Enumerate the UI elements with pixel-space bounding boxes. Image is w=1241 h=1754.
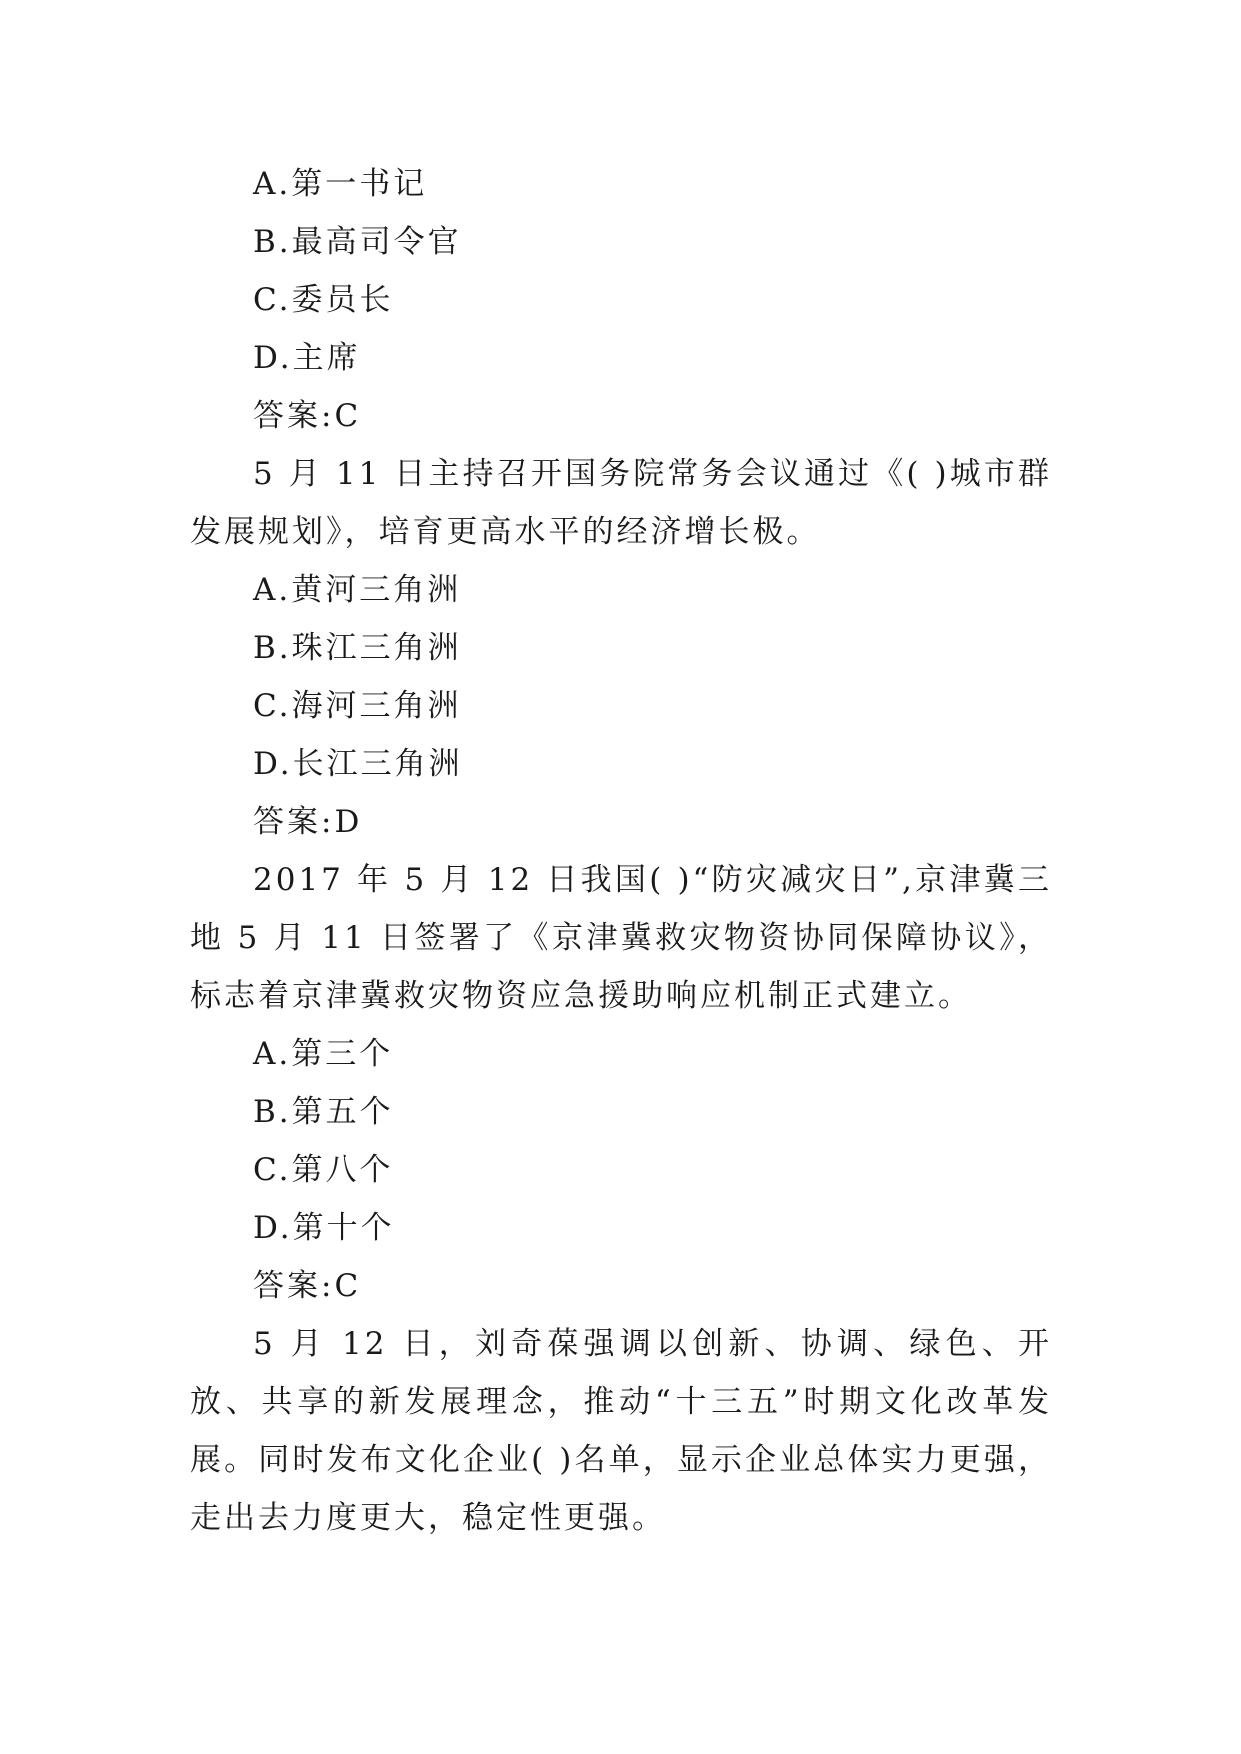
answer-line: 答案:C — [253, 1268, 362, 1304]
option-b: B.珠江三角洲 — [253, 630, 462, 666]
question-text: 2017 年 5 月 12 日我国( )“防灾减灾日”,京津冀三地 5 月 11 日签署了《京津冀救灾物资协同保障协议》，标志着京津冀救灾物资应急援助响应机制正式建立。 — [190, 862, 1052, 1014]
answer-line: 答案:C — [253, 398, 362, 434]
option-a: A.第一书记 — [253, 166, 428, 202]
question-text: 5 月 12 日，刘奇葆强调以创新、协调、绿色、开放、共享的新发展理念，推动“十三五”时期文化改革发展。同时发布文化企业( )名单，显示企业总体实力更强，走出去力度更大，稳定性更强。 — [190, 1326, 1052, 1536]
option-c: C.海河三角洲 — [253, 688, 462, 724]
option-a: A.第三个 — [253, 1036, 394, 1072]
page-content — [190, 155, 1052, 1547]
option-b: B.第五个 — [253, 1094, 394, 1130]
option-d: D.主席 — [253, 340, 361, 376]
answer-line: 答案:D — [253, 804, 363, 840]
question-text: 5 月 11 日主持召开国务院常务会议通过《( )城市群发展规划》，培育更高水平的经济增长极。 — [190, 456, 1052, 550]
option-d: D.第十个 — [253, 1210, 395, 1246]
option-c: C.委员长 — [253, 282, 394, 318]
option-d: D.长江三角洲 — [253, 746, 463, 782]
option-c: C.第八个 — [253, 1152, 394, 1188]
option-b: B.最高司令官 — [253, 224, 462, 260]
option-a: A.黄河三角洲 — [253, 572, 462, 608]
